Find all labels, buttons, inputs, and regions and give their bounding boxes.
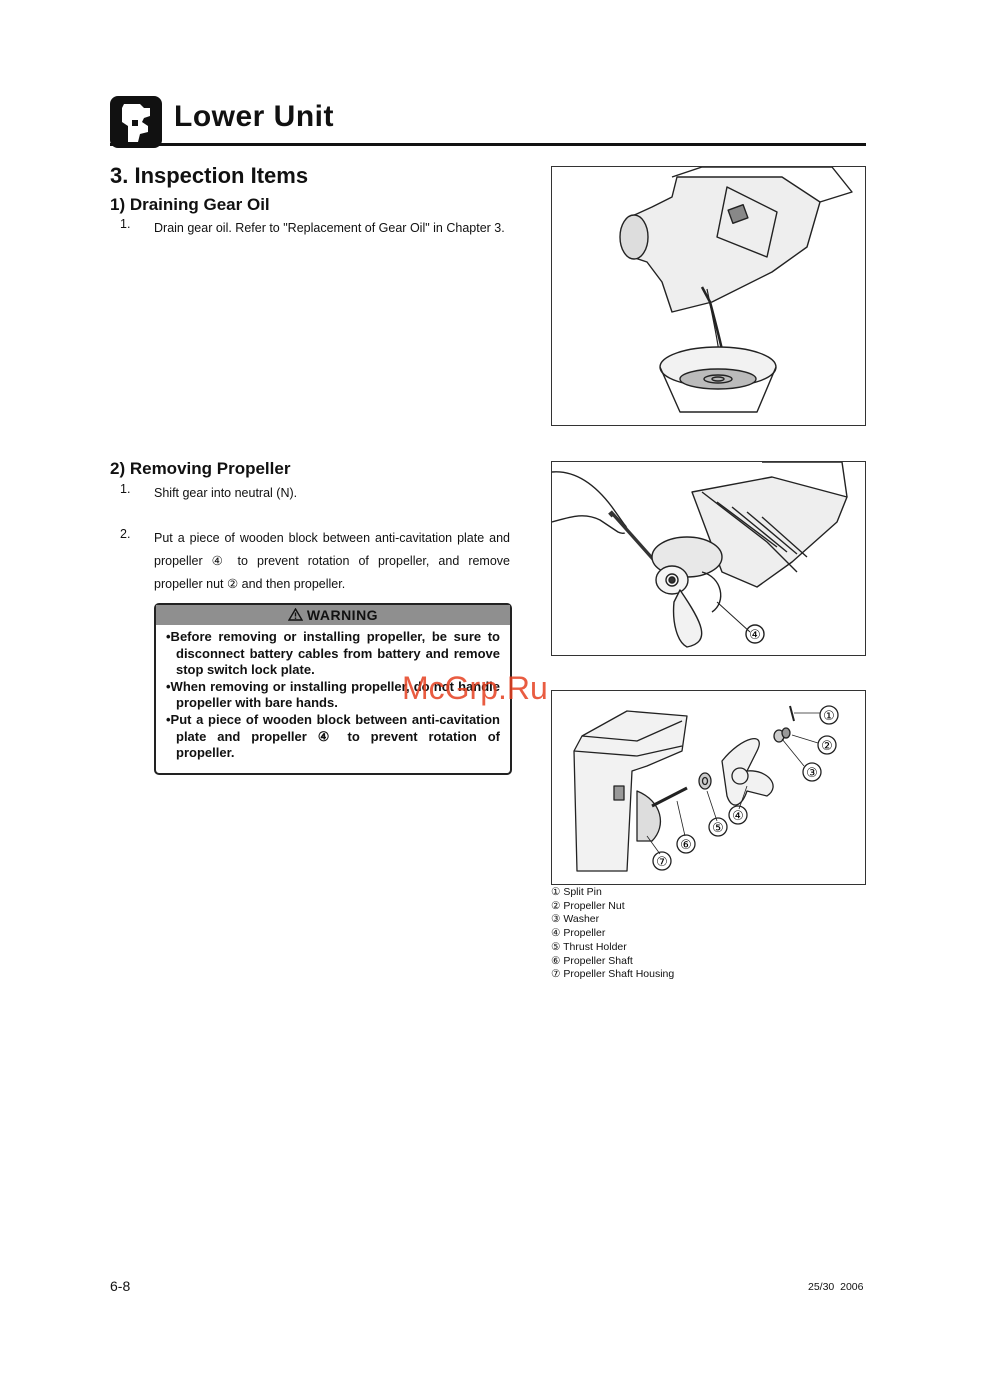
step-number: 2. — [120, 527, 131, 541]
figure-legend — [551, 886, 674, 982]
figure2-callout-4: ④ — [749, 628, 761, 643]
figure3-callout-2: ② — [821, 739, 833, 754]
legend-item: ⑦ Propeller Shaft Housing — [551, 968, 675, 981]
figure-exploded-view — [551, 690, 866, 885]
warning-header — [156, 605, 510, 625]
chapter-title: Lower Unit — [174, 100, 334, 133]
figure3-callout-4: ④ — [732, 809, 744, 824]
step-text: Drain gear oil. Refer to "Replacement of Gear Oil" in Chapter 3. — [154, 221, 505, 235]
warning-item: •Before removing or installing propeller, be sure to disconnect battery cables from battery and remove stop switch lock plate. — [166, 629, 500, 678]
warning-item: •Put a piece of wooden block between anti-cavitation plate and propeller ④ to prevent rotation of propeller. — [166, 711, 500, 761]
model-year: 25/30 2006 — [808, 1281, 864, 1293]
warning-title: WARNING — [306, 607, 379, 623]
outboard-motor-icon — [110, 96, 162, 148]
legend-item: ② Propeller Nut — [551, 899, 625, 912]
title-rule — [110, 143, 866, 146]
watermark: McGrp.Ru — [402, 670, 548, 706]
legend-item: ④ Propeller — [551, 927, 606, 940]
page-number: 6-8 — [110, 1278, 131, 1294]
figure3-callout-3: ③ — [806, 766, 818, 781]
figure-removing-propeller — [551, 461, 866, 656]
figure3-callout-1: ① — [823, 709, 835, 724]
legend-item: ① Split Pin — [551, 886, 602, 898]
figure3-callout-7: ⑦ — [656, 855, 668, 870]
warning-item: •When removing or installing propeller, do not handle propeller with bare hands. — [166, 678, 500, 711]
figure-draining-gear-oil — [551, 166, 866, 426]
legend-item: ⑤ Thrust Holder — [551, 940, 627, 953]
step-text: Shift gear into neutral (N). — [154, 486, 298, 500]
section-title: 3. Inspection Items — [110, 163, 309, 188]
figure3-callout-5: ⑤ — [712, 821, 724, 836]
step-number: 1. — [120, 482, 131, 496]
legend-item: ③ Washer — [551, 913, 600, 926]
step-text: Put a piece of wooden block between anti-cavitation plate and propeller ④ to prevent rotation of propeller, and remove propeller nut ② and then propeller. — [154, 531, 510, 591]
subsection-title-removing: 2) Removing Propeller — [110, 459, 291, 478]
warning-triangle-icon — [288, 608, 303, 621]
figure3-callout-6: ⑥ — [680, 838, 692, 853]
legend-item: ⑥ Propeller Shaft — [551, 954, 633, 967]
subsection-title-draining: 1) Draining Gear Oil — [110, 195, 270, 214]
step-number: 1. — [120, 217, 131, 231]
